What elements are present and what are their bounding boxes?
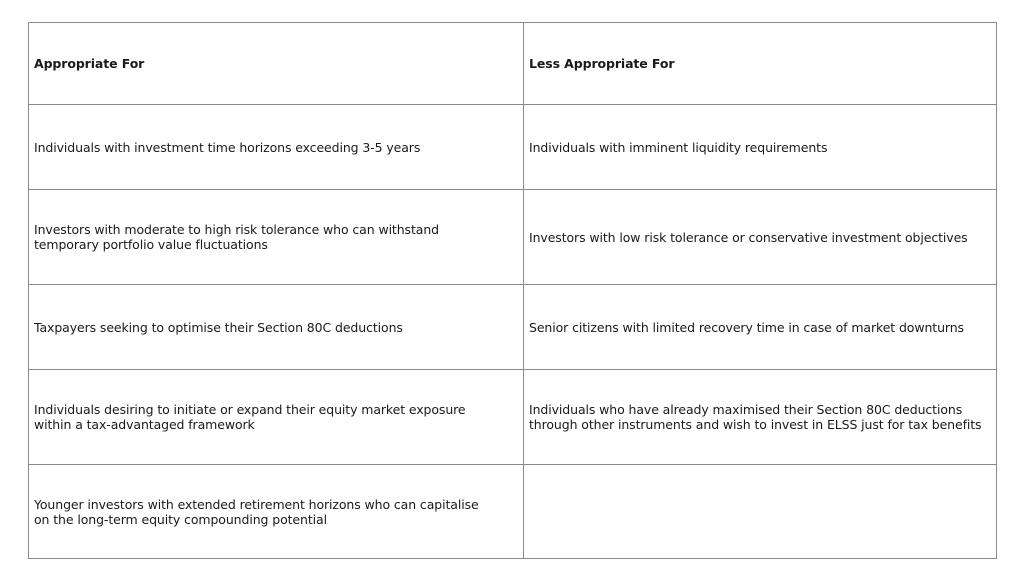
- cell-text: Investors with moderate to high risk tolerance who can withstand temporary portfolio value fluctuations: [34, 222, 439, 252]
- table-cell-appropriate: [29, 285, 524, 370]
- table-row: [29, 465, 997, 559]
- table-cell-appropriate: [29, 465, 524, 559]
- cell-text: Individuals with investment time horizons exceeding 3-5 years: [34, 139, 421, 155]
- header-cell-appropriate: [29, 23, 524, 105]
- table-cell-less-appropriate: [524, 285, 997, 370]
- table-cell-less-appropriate: [524, 105, 997, 190]
- header-cell-less-appropriate: [524, 23, 997, 105]
- table-cell-less-appropriate: [524, 190, 997, 285]
- cell-text: Investors with low risk tolerance or conservative investment objectives: [529, 229, 968, 245]
- cell-text: Younger investors with extended retirement horizons who can capitalise on the long-term equity compounding potential: [34, 496, 479, 527]
- table-row: [29, 190, 997, 285]
- table-cell-less-appropriate: [524, 465, 997, 559]
- table-cell-appropriate: [29, 370, 524, 465]
- table-row: [29, 105, 997, 190]
- table-cell-appropriate: [29, 105, 524, 190]
- cell-text: Individuals with imminent liquidity requirements: [529, 139, 828, 155]
- cell-text: Individuals desiring to initiate or expand their equity market exposure within a tax-advantaged framework: [34, 402, 466, 432]
- header-label-less-appropriate: Less Appropriate For: [529, 56, 675, 71]
- table-header-row: [29, 23, 997, 105]
- header-label-appropriate: Appropriate For: [34, 56, 145, 71]
- table-cell-less-appropriate: [524, 370, 997, 465]
- table-row: [29, 370, 997, 465]
- cell-text: Taxpayers seeking to optimise their Section 80C deductions: [34, 319, 403, 335]
- cell-text: Senior citizens with limited recovery time in case of market downturns: [529, 319, 964, 335]
- table-cell-appropriate: [29, 190, 524, 285]
- suitability-table: [28, 22, 997, 559]
- cell-text: Individuals who have already maximised their Section 80C deductions through other instruments and wish to invest in ELSS just for tax benefits: [529, 402, 982, 432]
- table-row: [29, 285, 997, 370]
